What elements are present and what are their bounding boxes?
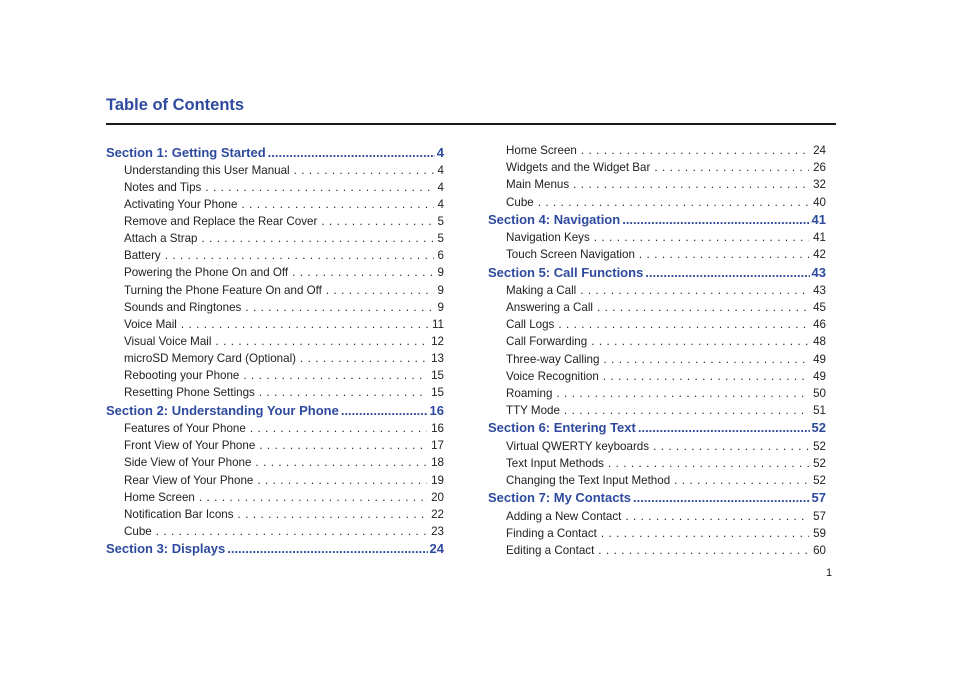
toc-entry-link[interactable] xyxy=(488,505,826,522)
toc-entry-title: Battery xyxy=(124,249,161,263)
toc-entry-title: Cube xyxy=(124,524,152,538)
toc-entry-link[interactable] xyxy=(488,366,826,383)
toc-entry-title: TTY Mode xyxy=(506,403,560,417)
dot-leader xyxy=(638,420,810,435)
toc-entry-link[interactable] xyxy=(488,244,826,261)
dot-leader xyxy=(199,491,427,504)
dot-leader xyxy=(227,541,427,556)
dot-leader xyxy=(259,439,427,452)
toc-entry-link[interactable] xyxy=(106,211,444,228)
toc-entry-link[interactable] xyxy=(106,160,444,177)
toc-entry-link[interactable] xyxy=(106,452,444,469)
dot-leader xyxy=(215,335,427,348)
dot-leader xyxy=(243,369,427,382)
toc-page-number: 59 xyxy=(813,526,826,540)
toc-entry-title: Text Input Methods xyxy=(506,456,604,470)
dot-leader xyxy=(603,370,809,383)
toc-page-number: 32 xyxy=(813,178,826,192)
toc-entry-title: Cube xyxy=(506,195,534,209)
dot-leader xyxy=(257,474,427,487)
dot-leader xyxy=(654,161,809,174)
toc-entry-link[interactable] xyxy=(488,157,826,174)
toc-page-number: 15 xyxy=(431,386,444,400)
toc-section-link[interactable] xyxy=(488,487,826,506)
toc-page-number: 18 xyxy=(431,456,444,470)
dot-leader xyxy=(597,301,809,314)
toc-entry-title: Three-way Calling xyxy=(506,352,600,366)
toc-entry-title: Editing a Contact xyxy=(506,543,595,557)
toc-section-link[interactable] xyxy=(106,538,444,557)
dot-leader xyxy=(556,387,809,400)
toc-entry-link[interactable] xyxy=(106,487,444,504)
toc-right-column xyxy=(488,140,826,557)
toc-page-number: 49 xyxy=(813,352,826,366)
dot-leader xyxy=(205,181,433,194)
toc-section-link[interactable] xyxy=(488,261,826,280)
dot-leader xyxy=(294,164,434,177)
toc-page-number: 43 xyxy=(811,264,826,280)
toc-page-number: 48 xyxy=(813,335,826,349)
toc-page-number: 46 xyxy=(813,318,826,332)
dot-leader xyxy=(341,403,428,418)
toc-entry-title: Call Forwarding xyxy=(506,335,588,349)
toc-entry-link[interactable] xyxy=(488,523,826,540)
toc-page-number: 41 xyxy=(811,212,826,228)
dot-leader xyxy=(625,510,809,523)
toc-entry-link[interactable] xyxy=(106,521,444,538)
toc-entry-link[interactable] xyxy=(106,331,444,348)
dot-leader xyxy=(255,456,427,469)
toc-entry-title: Virtual QWERTY keyboards xyxy=(506,439,650,453)
dot-leader xyxy=(645,265,809,280)
toc-section-link[interactable] xyxy=(488,209,826,228)
toc-entry-link[interactable] xyxy=(488,331,826,348)
dot-leader xyxy=(573,178,809,191)
toc-page-number: 43 xyxy=(813,283,826,297)
toc-entry-title: Remove and Replace the Rear Cover xyxy=(124,215,318,229)
dot-leader xyxy=(598,544,809,557)
dot-leader xyxy=(564,404,809,417)
toc-page-number: 24 xyxy=(813,144,826,158)
toc-section-title: Section 7: My Contacts xyxy=(488,490,632,506)
toc-page-number: 23 xyxy=(431,524,444,538)
toc-left-column xyxy=(106,141,444,556)
toc-page-number: 5 xyxy=(437,232,444,246)
toc-page-number: 42 xyxy=(813,248,826,262)
toc-entry-link[interactable] xyxy=(488,540,826,557)
toc-page-number: 40 xyxy=(813,195,826,209)
toc-entry-link[interactable] xyxy=(488,174,826,191)
toc-entry-title: Adding a New Contact xyxy=(506,509,622,523)
toc-entry-title: Notification Bar Icons xyxy=(124,507,234,521)
toc-entry-link[interactable] xyxy=(106,177,444,194)
toc-entry-title: Touch Screen Navigation xyxy=(506,248,635,262)
dot-leader xyxy=(165,249,434,262)
toc-page-number: 12 xyxy=(431,335,444,349)
dot-leader xyxy=(581,144,809,157)
toc-entry-title: microSD Memory Card (Optional) xyxy=(124,352,297,366)
dot-leader xyxy=(633,490,810,505)
toc-page-number: 52 xyxy=(813,439,826,453)
toc-entry-link[interactable] xyxy=(488,227,826,244)
toc-page-number: 13 xyxy=(431,352,444,366)
toc-entry-title: Roaming xyxy=(506,386,553,400)
dot-leader xyxy=(259,386,427,399)
toc-entry-link[interactable] xyxy=(488,435,826,452)
toc-section-link[interactable] xyxy=(488,417,826,436)
toc-page-number: 16 xyxy=(429,402,444,418)
toc-entry-link[interactable] xyxy=(106,194,444,211)
toc-page-number: 41 xyxy=(813,231,826,245)
toc-entry-title: Turning the Phone Feature On and Off xyxy=(124,283,322,297)
dot-leader xyxy=(156,525,427,538)
dot-leader xyxy=(558,318,809,331)
toc-entry-link[interactable] xyxy=(488,280,826,297)
dot-leader xyxy=(601,527,809,540)
toc-section-title: Section 3: Displays xyxy=(106,541,226,557)
dot-leader xyxy=(622,212,809,227)
toc-entry-title: Sounds and Ringtones xyxy=(124,300,242,314)
toc-page-number: 24 xyxy=(429,541,444,557)
page-number: 1 xyxy=(826,567,833,579)
toc-entry-link[interactable] xyxy=(106,365,444,382)
toc-entry-title: Activating Your Phone xyxy=(124,197,238,211)
toc-entry-title: Main Menus xyxy=(506,178,570,192)
toc-entry-link[interactable] xyxy=(488,470,826,487)
dot-leader xyxy=(580,284,809,297)
dot-leader xyxy=(538,196,809,209)
toc-entry-link[interactable] xyxy=(106,228,444,245)
toc-entry-title: Features of Your Phone xyxy=(124,422,246,436)
toc-entry-link[interactable] xyxy=(106,469,444,486)
title-divider xyxy=(106,123,836,125)
toc-entry-title: Attach a Strap xyxy=(124,232,198,246)
dot-leader xyxy=(603,353,809,366)
toc-page-number: 17 xyxy=(431,439,444,453)
toc-section-title: Section 1: Getting Started xyxy=(106,144,266,160)
dot-leader xyxy=(181,318,428,331)
toc-section-title: Section 2: Understanding Your Phone xyxy=(106,402,339,418)
toc-page-number: 19 xyxy=(431,473,444,487)
toc-entry-title: Voice Mail xyxy=(124,317,177,331)
toc-entry-title: Understanding this User Manual xyxy=(124,163,290,177)
toc-entry-title: Voice Recognition xyxy=(506,369,599,383)
dot-leader xyxy=(608,457,809,470)
toc-entry-title: Rear View of Your Phone xyxy=(124,473,254,487)
toc-entry-link[interactable] xyxy=(106,348,444,365)
toc-entry-link[interactable] xyxy=(488,400,826,417)
toc-entry-link[interactable] xyxy=(488,314,826,331)
toc-page-number: 52 xyxy=(813,456,826,470)
toc-entry-link[interactable] xyxy=(488,453,826,470)
dot-leader xyxy=(268,145,435,160)
dot-leader xyxy=(300,352,427,365)
toc-page-number: 16 xyxy=(431,422,444,436)
toc-entry-title: Home Screen xyxy=(124,490,195,504)
toc-page-number: 9 xyxy=(437,266,444,280)
toc-page-number: 15 xyxy=(431,369,444,383)
toc-section-title: Section 5: Call Functions xyxy=(488,264,644,280)
toc-page-number: 11 xyxy=(431,317,444,331)
toc-entry-title: Changing the Text Input Method xyxy=(506,473,671,487)
toc-entry-title: Resetting Phone Settings xyxy=(124,386,255,400)
toc-entry-title: Rebooting your Phone xyxy=(124,369,240,383)
toc-entry-title: Making a Call xyxy=(506,283,577,297)
dot-leader xyxy=(674,474,809,487)
toc-entry-link[interactable] xyxy=(488,140,826,157)
toc-entry-link[interactable] xyxy=(106,314,444,331)
toc-entry-title: Home Screen xyxy=(506,144,577,158)
dot-leader xyxy=(326,284,434,297)
toc-entry-link[interactable] xyxy=(488,297,826,314)
dot-leader xyxy=(639,248,809,261)
toc-page-number: 57 xyxy=(813,509,826,523)
toc-section-link[interactable] xyxy=(106,141,444,160)
toc-page-number: 9 xyxy=(437,283,444,297)
toc-page-number: 4 xyxy=(437,163,444,177)
toc-page-number: 49 xyxy=(813,369,826,383)
dot-leader xyxy=(594,231,809,244)
toc-entry-title: Navigation Keys xyxy=(506,231,590,245)
toc-entry-title: Call Logs xyxy=(506,318,555,332)
toc-page-number: 4 xyxy=(437,180,444,194)
toc-entry-link[interactable] xyxy=(106,245,444,262)
toc-page-number: 4 xyxy=(437,197,444,211)
toc-page-number: 4 xyxy=(436,144,444,160)
dot-leader xyxy=(245,301,433,314)
dot-leader xyxy=(241,198,433,211)
toc-section-link[interactable] xyxy=(106,399,444,418)
toc-entry-link[interactable] xyxy=(488,383,826,400)
page-title: Table of Contents xyxy=(106,96,245,114)
toc-page-number: 45 xyxy=(813,301,826,315)
toc-page-number: 5 xyxy=(437,215,444,229)
toc-entry-link[interactable] xyxy=(106,297,444,314)
toc-entry-title: Front View of Your Phone xyxy=(124,439,256,453)
dot-leader xyxy=(250,422,427,435)
toc-entry-link[interactable] xyxy=(106,382,444,399)
toc-page-number: 60 xyxy=(813,543,826,557)
toc-entry-title: Answering a Call xyxy=(506,301,593,315)
toc-entry-link[interactable] xyxy=(488,191,826,208)
dot-leader xyxy=(238,508,428,521)
toc-section-title: Section 6: Entering Text xyxy=(488,420,636,436)
toc-page-number: 20 xyxy=(431,490,444,504)
toc-entry-title: Finding a Contact xyxy=(506,526,597,540)
toc-page-number: 6 xyxy=(437,249,444,263)
toc-entry-link[interactable] xyxy=(106,418,444,435)
toc-page-number: 22 xyxy=(431,507,444,521)
toc-entry-title: Widgets and the Widget Bar xyxy=(506,161,651,175)
toc-entry-link[interactable] xyxy=(106,435,444,452)
toc-entry-link[interactable] xyxy=(106,279,444,296)
toc-page-number: 26 xyxy=(813,161,826,175)
toc-page-number: 52 xyxy=(813,473,826,487)
dot-leader xyxy=(292,266,433,279)
toc-page-number: 52 xyxy=(811,420,826,436)
toc-entry-title: Side View of Your Phone xyxy=(124,456,252,470)
dot-leader xyxy=(321,215,433,228)
toc-entry-link[interactable] xyxy=(106,262,444,279)
dot-leader xyxy=(591,335,809,348)
toc-entry-title: Visual Voice Mail xyxy=(124,335,212,349)
toc-page-number: 57 xyxy=(811,490,826,506)
toc-entry-link[interactable] xyxy=(106,504,444,521)
toc-section-title: Section 4: Navigation xyxy=(488,212,621,228)
toc-page-number: 51 xyxy=(813,403,826,417)
toc-entry-link[interactable] xyxy=(488,348,826,365)
toc-page-number: 50 xyxy=(813,386,826,400)
toc-entry-title: Powering the Phone On and Off xyxy=(124,266,289,280)
toc-entry-title: Notes and Tips xyxy=(124,180,202,194)
dot-leader xyxy=(653,440,809,453)
dot-leader xyxy=(201,232,433,245)
toc-page-number: 9 xyxy=(437,300,444,314)
